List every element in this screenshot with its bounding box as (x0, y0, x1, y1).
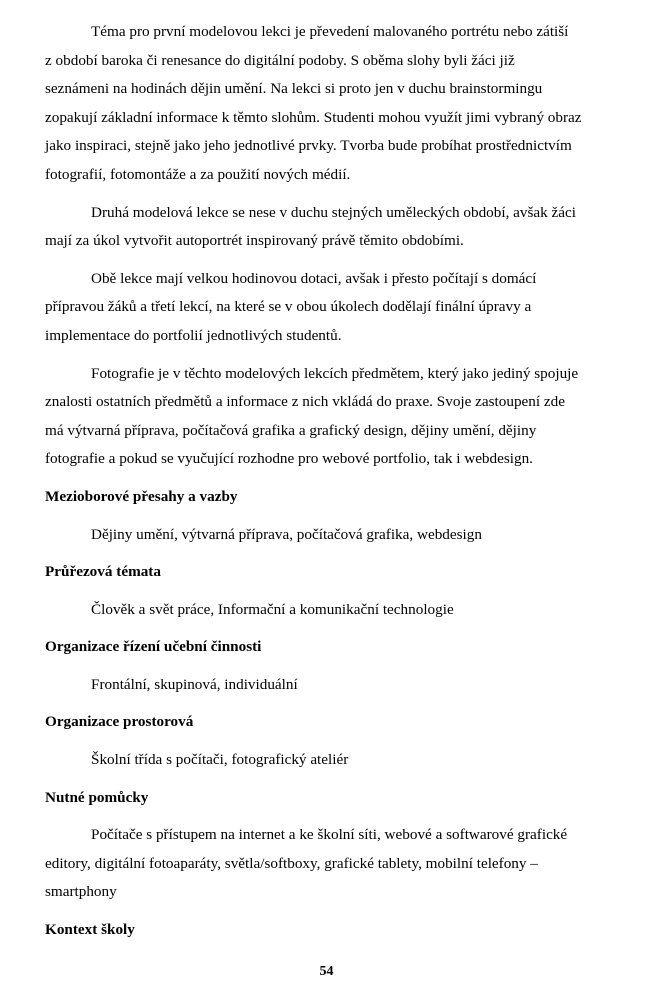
section-text: smartphony (45, 883, 117, 901)
section-text: Frontální, skupinová, individuální (91, 675, 298, 693)
text-line: přípravou žáků a třetí lekcí, na které se v obou úkolech dodělají finální úpravy a (45, 298, 532, 316)
section-text: Dějiny umění, výtvarná příprava, počítačová grafika, webdesign (91, 525, 482, 543)
text-line: implementace do portfolií jednotlivých studentů. (45, 326, 342, 344)
section-organization-teaching (45, 633, 615, 699)
section-school-context (45, 916, 615, 945)
section-text: Počítače s přístupem na internet a ke školní síti, webové a softwarové grafické (91, 826, 568, 844)
section-text: editory, digitální fotoaparáty, světla/softboxy, grafické tablety, mobilní telefony – (45, 854, 538, 872)
section-heading: Kontext školy (45, 921, 135, 939)
paragraph-3 (45, 265, 615, 351)
text-line: mají za úkol vytvořit autoportrét inspirovaný právě těmito obdobími. (45, 232, 464, 250)
section-cross-curricular (45, 558, 615, 624)
text-line: Téma pro první modelovou lekci je převedení malovaného portrétu nebo zátiší (91, 23, 569, 40)
section-heading: Průřezová témata (45, 563, 161, 581)
text-line: Obě lekce mají velkou hodinovou dotaci, avšak i přesto počítají s domácí (91, 269, 537, 287)
section-heading: Nutné pomůcky (45, 788, 149, 806)
section-text: Člověk a svět práce, Informační a komunikační technologie (91, 600, 454, 618)
paragraph-2 (45, 199, 615, 256)
document-page (45, 18, 615, 954)
paragraph-1 (45, 18, 615, 190)
text-line: z období baroka či renesance do digitální podoby. S oběma slohy byli žáci již (45, 51, 515, 69)
text-line: znalosti ostatních předmětů a informace z nich vkládá do praxe. Svoje zastoupení zde (45, 393, 565, 411)
text-line: seznámeni na hodinách dějin umění. Na lekci si proto jen v duchu brainstormingu (45, 80, 543, 98)
section-heading: Organizace prostorová (45, 713, 194, 731)
section-text: Školní třída s počítači, fotografický ateliér (91, 751, 349, 769)
page-number: 54 (319, 964, 334, 979)
text-line: zopakují základní informace k těmto slohům. Studenti mohou využít jimi vybraný obraz (45, 108, 582, 126)
text-line: má výtvarná příprava, počítačová grafika a grafický design, dějiny umění, dějiny (45, 421, 537, 439)
section-heading: Organizace řízení učební činnosti (45, 638, 262, 656)
section-heading: Mezioborové přesahy a vazby (45, 487, 238, 505)
text-line: Druhá modelová lekce se nese v duchu stejných uměleckých období, avšak žáci (91, 203, 576, 221)
text-line: jako inspiraci, stejně jako jeho jednotlivé prvky. Tvorba bude probíhat prostřednictvím (45, 137, 572, 155)
text-line: fotografie a pokud se vyučující rozhodne pro webové portfolio, tak i webdesign. (45, 450, 533, 468)
paragraph-4 (45, 360, 615, 474)
text-line: Fotografie je v těchto modelových lekcích předmětem, který jako jediný spojuje (91, 364, 579, 382)
section-organization-space (45, 708, 615, 774)
section-required-tools (45, 784, 615, 907)
section-interdisciplinary (45, 483, 615, 549)
text-line: fotografií, fotomontáže a za použití nových médií. (45, 165, 351, 183)
